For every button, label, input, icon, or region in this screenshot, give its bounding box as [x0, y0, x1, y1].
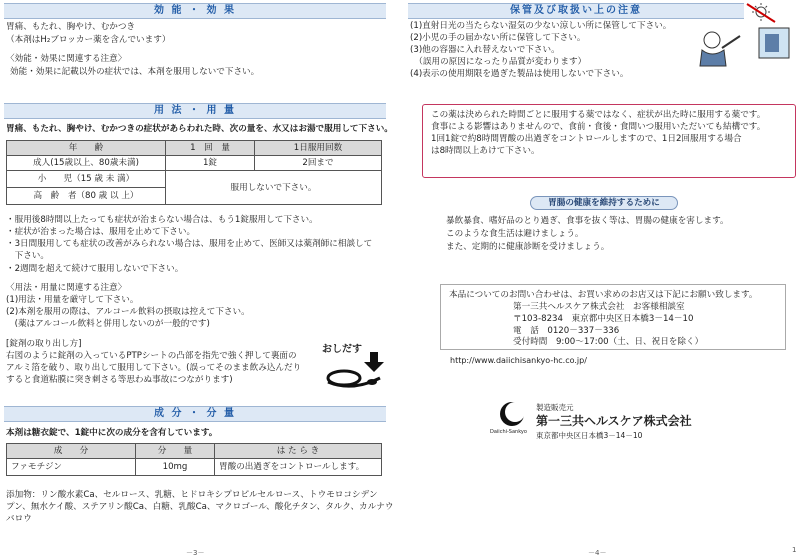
dosage-bullet: 下さい。 — [6, 251, 49, 261]
dosage-note: (2)本剤を服用の際は、アルコール飲料の摂取は控えて下さい。 — [6, 307, 250, 317]
dosage-note: (薬はアルコール飲料と併用しないのが一般的です) — [6, 319, 210, 329]
contact-box — [440, 284, 786, 350]
push-tablet-icon — [322, 352, 386, 390]
table-cell: 胃酸の出過ぎをコントロールします。 — [215, 459, 382, 476]
table-cell: 1錠 — [166, 156, 255, 171]
additives-line: プン、無水ケイ酸、ステアリン酸Ca、白糖、乳酸Ca、マクロゴール、酸化チタン、タルク、カルナウ — [6, 502, 394, 512]
oshidasu-label: おしだす — [322, 344, 362, 355]
health-title: 胃腸の健康を維持するために — [530, 196, 678, 210]
notice-line: 1回1錠で約8時間胃酸の出過ぎをコントロールしますので、1日2回服用する場合 — [431, 134, 742, 144]
table-cell: 2回まで — [255, 156, 382, 171]
storage-title: 保管及び取扱い上の注意 — [408, 3, 744, 19]
efficacy-note-body: 効能・効果に記載以外の症状では、本剤を服用しないで下さい。 — [10, 67, 260, 77]
health-line: また、定期的に健康診断を受けましょう。 — [446, 242, 610, 252]
sun-and-box-icon — [745, 2, 797, 64]
ingredients-title: 成 分 ・ 分 量 — [4, 406, 386, 422]
table-header: 1 回 量 — [166, 141, 255, 156]
table-cell: 服用しないで下さい。 — [166, 171, 382, 205]
table-cell: 高 齢 者（80 歳 以 上） — [7, 188, 166, 205]
page-number: －3－ — [186, 549, 205, 557]
ingredients-intro: 本剤は糖衣錠で、1錠中に次の成分を含有しています。 — [6, 428, 218, 438]
notice-box — [422, 104, 796, 178]
table-cell: 小 児（15 歳 未 満） — [7, 171, 166, 188]
notice-line: は8時間以上あけて下さい。 — [431, 146, 540, 156]
dosage-bullet: ・3日間服用しても症状の改善がみられない場合は、服用を止めて、医師又は薬剤師に相談して — [6, 239, 373, 249]
logo-text: Daiichi-Sankyo — [490, 429, 527, 435]
dosage-bullet: ・2週間を超えて続けて服用しないで下さい。 — [6, 264, 184, 274]
efficacy-title: 効 能 ・ 効 果 — [4, 3, 386, 19]
table-header: は た ら き — [215, 444, 382, 459]
efficacy-line: （本剤はH₂ブロッカー薬を含んでいます） — [6, 35, 171, 45]
storage-line: (3)他の容器に入れ替えないで下さい。 — [410, 45, 560, 55]
tablet-head: [錠剤の取り出し方] — [6, 339, 82, 349]
maker-name: 第一三共ヘルスケア株式会社 — [536, 414, 692, 428]
table-header: 成 分 — [7, 444, 136, 459]
table-header: 1日服用回数 — [255, 141, 382, 156]
efficacy-note-head: 〈効能・効果に関連する注意〉 — [6, 54, 127, 64]
table-cell: 成人(15歳以上、80歳未満) — [7, 156, 166, 171]
dosage-bullet: ・症状が治まった場合は、服用を止めて下さい。 — [6, 227, 196, 237]
child-reaching-icon — [690, 28, 746, 68]
table-cell: 10mg — [136, 459, 215, 476]
contact-intro: 本品についてのお問い合わせは、お買い求めのお店又は下記にお願い致します。 — [449, 290, 758, 300]
contact-company: 第一三共ヘルスケア株式会社 お客様相談室 — [513, 302, 685, 312]
dosage-intro: 胃痛、もたれ、胸やけ、むかつきの症状があらわれた時、次の量を、水又はお湯で服用して下さい。 — [6, 124, 393, 134]
dosage-table — [6, 140, 382, 205]
dosage-title: 用 法 ・ 用 量 — [4, 103, 386, 119]
notice-line: 食事による影響はありませんので、食前・食後・食間いつ服用いただいても結構です。 — [431, 122, 766, 132]
health-line: このような食生活は避けましょう。 — [446, 229, 584, 239]
storage-line: (2)小児の手の届かない所に保管して下さい。 — [410, 33, 586, 43]
ptp-illustration — [322, 340, 386, 390]
contact-url[interactable]: http://www.daiichisankyo-hc.co.jp/ — [450, 356, 587, 365]
table-header: 年 齢 — [7, 141, 166, 156]
health-line: 暴飲暴食、嗜好品のとり過ぎ、食事を抜く等は、胃腸の健康を害します。 — [446, 216, 729, 226]
maker-address: 東京都中央区日本橋3－14－10 — [536, 431, 643, 440]
contact-hours: 受付時間 9:00～17:00（土、日、祝日を除く） — [513, 337, 704, 347]
storage-line: （誤用の原因になったり品質が変わります） — [410, 57, 587, 67]
additives-line: 添加物：リン酸水素Ca、セルロース、乳糖、ヒドロキシプロピルセルロース、トウモロコシデン — [6, 490, 378, 500]
notice-line: この薬は決められた時間ごとに服用する薬ではなく、症状が出た時に服用する薬です。 — [431, 110, 766, 120]
efficacy-line: 胃痛、もたれ、胸やけ、むかつき — [6, 22, 136, 32]
dosage-note: (1)用法・用量を厳守して下さい。 — [6, 295, 139, 305]
dosage-note-head: 〈用法・用量に関連する注意〉 — [6, 283, 127, 293]
storage-line: (1)直射日光の当たらない湿気の少ない涼しい所に保管して下さい。 — [410, 21, 672, 31]
maker-label: 製造販売元 — [536, 403, 574, 412]
additives-line: バロウ — [6, 514, 32, 524]
table-header: 分 量 — [136, 444, 215, 459]
dosage-bullet: ・服用後8時間以上たっても症状が治まらない場合は、もう1錠服用して下さい。 — [6, 215, 318, 225]
edge-mark: 1 — [792, 546, 797, 554]
daiichi-logo-icon — [496, 400, 532, 430]
page-number: －4－ — [588, 549, 607, 557]
table-cell: ファモチジン — [7, 459, 136, 476]
contact-address: 〒103-8234 東京都中央区日本橋3－14－10 — [513, 314, 694, 324]
ingredients-table — [6, 443, 382, 476]
tablet-line: すると食道粘膜に突き刺さる等思わぬ事故につながります) — [6, 375, 233, 385]
tablet-line: 右図のように錠剤の入っているPTPシートの凸部を指先で強く押して裏面の — [6, 351, 297, 361]
maker-logo — [490, 400, 532, 436]
tablet-line: アルミ箔を破り、取り出して服用して下さい。(誤ってそのまま飲み込んだり — [6, 363, 302, 373]
contact-phone: 電 話 0120－337－336 — [513, 326, 620, 336]
storage-line: (4)表示の使用期限を過ぎた製品は使用しないで下さい。 — [410, 69, 629, 79]
